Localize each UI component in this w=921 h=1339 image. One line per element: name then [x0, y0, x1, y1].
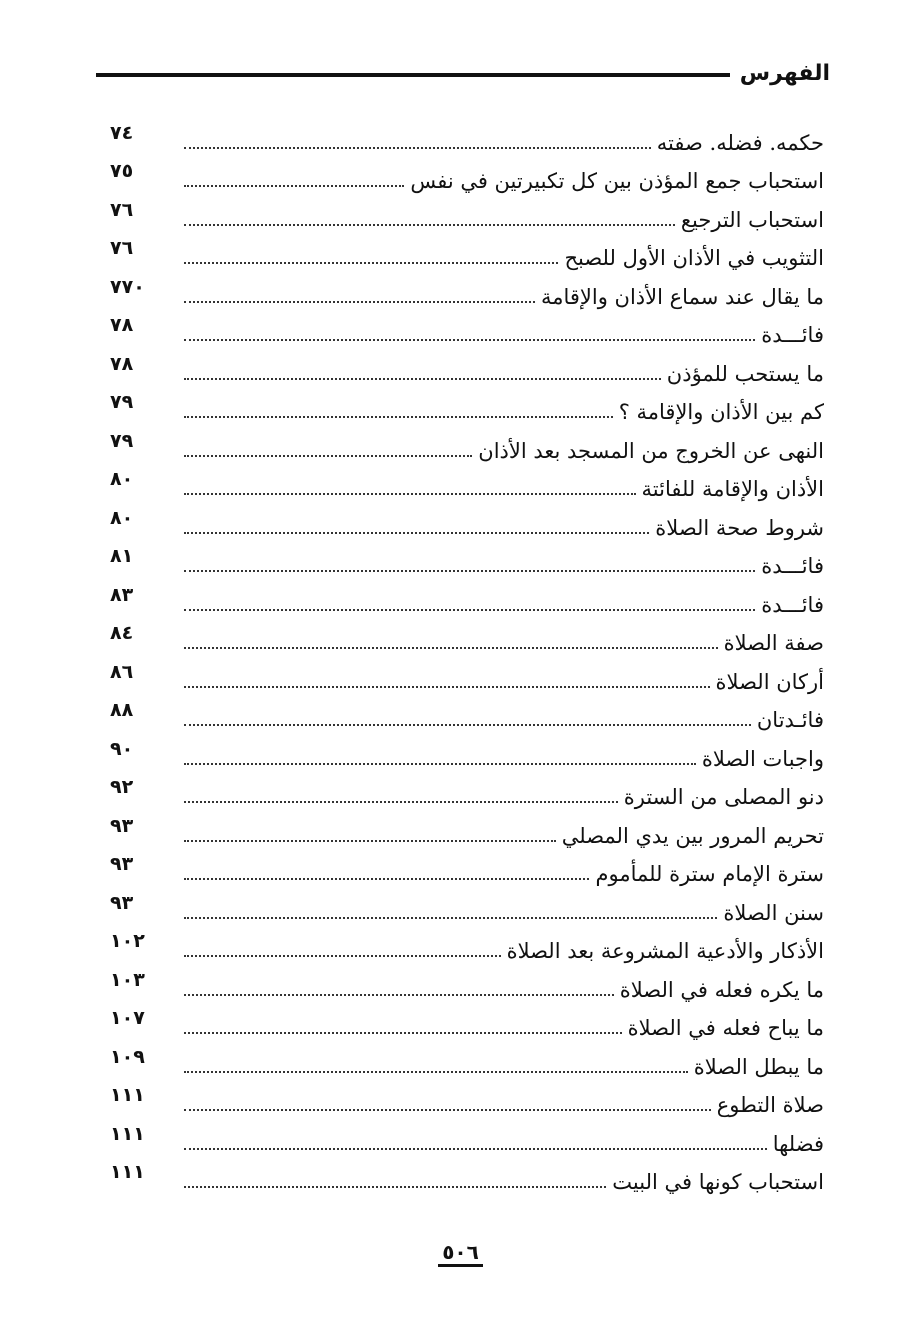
dot-leader	[184, 301, 535, 303]
toc-entry-page: ٧٩	[110, 391, 134, 413]
toc-entry	[110, 272, 824, 311]
toc-entry-title: سترة الإمام سترة للمأموم	[595, 862, 824, 886]
dot-leader	[184, 532, 649, 534]
toc-entry	[110, 503, 824, 542]
toc-entry-title: استحباب الترجيع	[680, 207, 824, 232]
dot-leader	[184, 840, 556, 842]
toc-entry-page: ٧٨	[110, 352, 134, 375]
toc-entry-title: فائـــدة	[761, 592, 824, 617]
dot-leader	[184, 801, 618, 803]
toc-entry-title: استحباب كونها في البيت	[612, 1170, 824, 1194]
toc-entry	[110, 850, 824, 889]
toc-entry-page: ٧٦	[110, 198, 134, 221]
toc-entry-title: استحباب جمع المؤذن بين كل تكبيرتين في نفس	[410, 169, 824, 193]
toc-entry-page: ٨٠	[110, 506, 134, 529]
dot-leader	[184, 570, 755, 572]
page-footer	[0, 1240, 921, 1264]
toc-entry-page: ٨٨	[110, 699, 134, 721]
dot-leader	[184, 224, 675, 226]
toc-entry-title: ما يستحب للمؤذن	[666, 361, 824, 386]
toc-entry-page: ١١١	[110, 1084, 145, 1106]
toc-entry	[110, 1004, 824, 1043]
toc-entry	[110, 657, 824, 696]
toc-entry-page: ٧٧٠	[110, 275, 145, 298]
dot-leader	[184, 609, 755, 611]
toc-entry	[110, 1119, 824, 1158]
toc-entry-title: دنو المصلى من السترة	[623, 785, 824, 809]
dot-leader	[184, 955, 501, 957]
toc-entry	[110, 734, 824, 773]
toc-entry-page: ٨٠	[110, 468, 134, 490]
toc-entry	[110, 1042, 824, 1081]
dot-leader	[184, 339, 755, 341]
toc-entry-page: ٨٦	[110, 660, 134, 683]
toc-entry-title: كم بين الأذان والإقامة ؟	[618, 400, 824, 424]
dot-leader	[184, 1109, 711, 1111]
dot-leader	[184, 686, 710, 688]
toc-entry	[110, 1081, 824, 1120]
toc-entry-page: ٩٣	[110, 814, 134, 837]
dot-leader	[184, 917, 717, 919]
toc-entry-title: ما يبطل الصلاة	[693, 1054, 824, 1079]
dot-leader	[184, 378, 661, 380]
toc-entry-title: فائـدتان	[756, 708, 824, 732]
dot-leader	[184, 1186, 606, 1188]
toc-entry-page: ٩٣	[110, 853, 134, 875]
dot-leader	[184, 262, 558, 264]
toc-entry	[110, 234, 824, 273]
toc-entry	[110, 542, 824, 581]
toc-entry	[110, 927, 824, 966]
toc-entry-title: ما يقال عند سماع الأذان والإقامة	[540, 284, 824, 309]
toc-entry	[110, 465, 824, 504]
dot-leader	[184, 493, 636, 495]
toc-entry	[110, 388, 824, 427]
toc-entry	[110, 157, 824, 196]
toc-entry-title: حكمه. فضله. صفته	[656, 130, 824, 155]
toc-entry-title: ما يباح فعله في الصلاة	[627, 1016, 824, 1040]
toc-entry-title: سنن الصلاة	[723, 900, 824, 925]
dot-leader	[184, 1148, 767, 1150]
table-of-contents	[110, 118, 824, 1196]
toc-entry-title: الأذان والإقامة للفائتة	[641, 477, 824, 501]
toc-entry	[110, 696, 824, 735]
toc-entry-page: ١١١	[110, 1161, 145, 1183]
toc-entry-title: تحريم المرور بين يدي المصلي	[561, 823, 824, 848]
toc-entry	[110, 619, 824, 658]
toc-entry	[110, 773, 824, 812]
toc-entry	[110, 311, 824, 350]
toc-entry-title: فائـــدة	[761, 323, 824, 347]
toc-entry-page: ٧٦	[110, 237, 134, 259]
dot-leader	[184, 647, 718, 649]
toc-entry	[110, 965, 824, 1004]
toc-entry-title: ما يكره فعله في الصلاة	[619, 977, 824, 1002]
page-title: الفهرس	[739, 60, 830, 86]
toc-entry	[110, 811, 824, 850]
toc-entry-title: صلاة التطوع	[716, 1093, 824, 1117]
page-header	[96, 56, 830, 90]
toc-entry-page: ٩٣	[110, 891, 134, 914]
toc-entry-page: ١٠٧	[110, 1007, 145, 1029]
toc-entry-page: ٧٨	[110, 314, 134, 336]
toc-entry-title: فضلها	[772, 1131, 824, 1156]
toc-entry-page: ١١١	[110, 1122, 145, 1145]
toc-entry-title: الأذكار والأدعية المشروعة بعد الصلاة	[506, 939, 824, 963]
dot-leader	[184, 416, 613, 418]
toc-entry	[110, 1158, 824, 1197]
dot-leader	[184, 724, 751, 726]
dot-leader	[184, 455, 472, 457]
toc-entry-title: التثويب في الأذان الأول للصبح	[564, 246, 824, 270]
toc-entry-page: ١٠٩	[110, 1045, 145, 1068]
toc-entry-title: أركان الصلاة	[715, 669, 824, 694]
toc-entry-page: ١٠٣	[110, 968, 145, 991]
toc-entry	[110, 118, 824, 157]
toc-entry-page: ٩٢	[110, 776, 134, 798]
toc-entry-page: ٨٣	[110, 583, 134, 606]
toc-entry	[110, 195, 824, 234]
toc-entry-title: شروط صحة الصلاة	[655, 515, 824, 540]
toc-entry-title: فائـــدة	[761, 554, 824, 578]
toc-entry-page: ٨١	[110, 545, 134, 567]
toc-entry-page: ٩٠	[110, 737, 134, 760]
toc-entry	[110, 349, 824, 388]
toc-entry	[110, 580, 824, 619]
toc-entry-page: ٨٤	[110, 622, 134, 644]
toc-entry-title: صفة الصلاة	[723, 631, 824, 655]
toc-entry-page: ٧٤	[110, 121, 134, 144]
toc-entry-page: ١٠٢	[110, 930, 145, 952]
toc-entry-page: ٧٥	[110, 160, 134, 182]
toc-entry-page: ٧٩	[110, 429, 134, 452]
toc-entry-title: النهى عن الخروج من المسجد بعد الأذان	[478, 438, 824, 463]
dot-leader	[184, 994, 614, 996]
page-number: ٥٠٦	[438, 1240, 483, 1267]
dot-leader	[184, 1032, 622, 1034]
dot-leader	[184, 185, 404, 187]
header-rule	[96, 73, 730, 77]
dot-leader	[184, 763, 696, 765]
dot-leader	[184, 878, 589, 880]
dot-leader	[184, 147, 651, 149]
dot-leader	[184, 1071, 688, 1073]
toc-entry	[110, 888, 824, 927]
toc-entry-title: واجبات الصلاة	[701, 746, 824, 771]
toc-entry	[110, 426, 824, 465]
